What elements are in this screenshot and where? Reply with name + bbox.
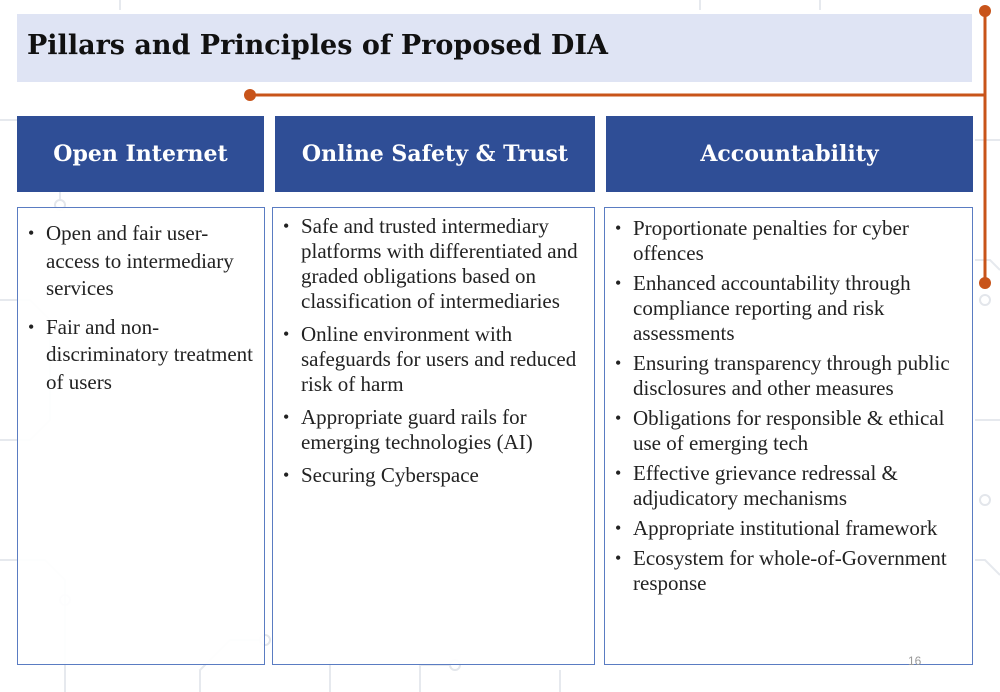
list-item: • Obligations for responsible & ethical use of emerging tech (615, 406, 966, 456)
pillar-box-open-internet (17, 207, 265, 665)
pillar-header-online-safety-trust: Online Safety & Trust (275, 116, 595, 192)
list-item: • Fair and non-discriminatory treatment of users (28, 314, 258, 397)
list-item: • Appropriate guard rails for emerging technologies (AI) (283, 405, 588, 455)
list-item: • Securing Cyberspace (283, 463, 588, 488)
pillar-box-online-safety-trust (272, 207, 595, 665)
list-item: • Ecosystem for whole-of-Government response (615, 546, 966, 596)
list-item: • Open and fair user-access to intermediary services (28, 220, 258, 303)
list-item: • Appropriate institutional framework (615, 516, 966, 541)
pillar-box-accountability (604, 207, 973, 665)
pillar-header-open-internet: Open Internet (17, 116, 264, 192)
list-item: • Online environment with safeguards for users and reduced risk of harm (283, 322, 588, 397)
pillar-header-accountability: Accountability (606, 116, 973, 192)
slide-title: Pillars and Principles of Proposed DIA (27, 30, 608, 61)
list-item: • Safe and trusted intermediary platforms with differentiated and graded obligations based on classification of intermediaries (283, 214, 588, 314)
page-number: 16 (908, 654, 922, 668)
bullet-list (615, 216, 966, 601)
list-item: • Enhanced accountability through compliance reporting and risk assessments (615, 271, 966, 346)
bullet-list (283, 214, 588, 496)
list-item: • Proportionate penalties for cyber offences (615, 216, 966, 266)
list-item: • Ensuring transparency through public disclosures and other measures (615, 351, 966, 401)
bullet-list (28, 220, 258, 407)
list-item: • Effective grievance redressal & adjudicatory mechanisms (615, 461, 966, 511)
